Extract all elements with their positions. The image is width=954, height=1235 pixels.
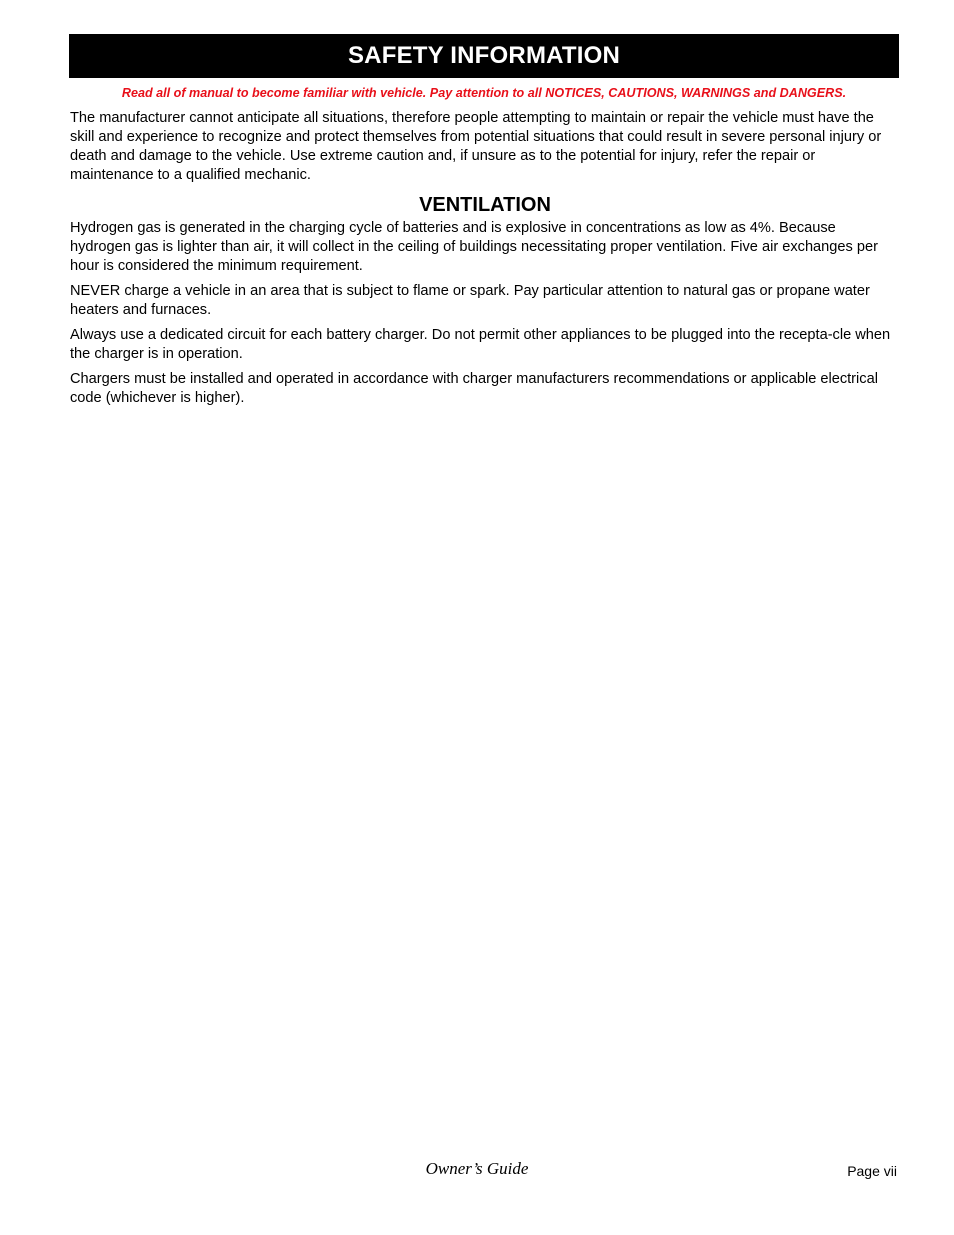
footer-guide-title: Owner’s Guide bbox=[425, 1159, 529, 1178]
ventilation-paragraph-chargers: Chargers must be installed and operated in accordance with charger manufacturers recommendations or applicable electrical code (whichever is higher). bbox=[70, 371, 878, 406]
ventilation-paragraph-circuit: Always use a dedicated circuit for each battery charger. Do not permit other appliances to be plugged into the recepta-cle when the charger is in operation. bbox=[70, 327, 891, 362]
ventilation-paragraph-flame: NEVER charge a vehicle in an area that is subject to flame or spark. Pay particular attention to natural gas or propane water heaters and furnaces. bbox=[70, 283, 870, 318]
section-header-bar bbox=[69, 34, 899, 78]
ventilation-heading: VENTILATION bbox=[419, 194, 551, 216]
footer-page-number: Page vii bbox=[847, 1163, 897, 1179]
ventilation-paragraph-hydrogen: Hydrogen gas is generated in the charging cycle of batteries and is explosive in concentrations as low as 4%. Because hydrogen gas is lighter than air, it will collect in the ceiling of buildings necessitating proper ventilation. Five air exchanges per hour is considered the minimum requirement. bbox=[70, 220, 878, 274]
safety-notice: Read all of manual to become familiar with vehicle. Pay attention to all NOTICES, CAUTIONS, WARNINGS and DANGERS. bbox=[121, 86, 847, 100]
main-content bbox=[70, 109, 900, 414]
page-title: SAFETY INFORMATION bbox=[347, 42, 621, 69]
intro-paragraph: The manufacturer cannot anticipate all situations, therefore people attempting to maintain or repair the vehicle must have the skill and experience to recognize and protect themselves from potential situations that could result in severe personal injury or death and damage to the vehicle. Use extreme caution and, if unsure as to the potential for injury, refer the repair or maintenance to a qualified mechanic. bbox=[70, 110, 882, 183]
